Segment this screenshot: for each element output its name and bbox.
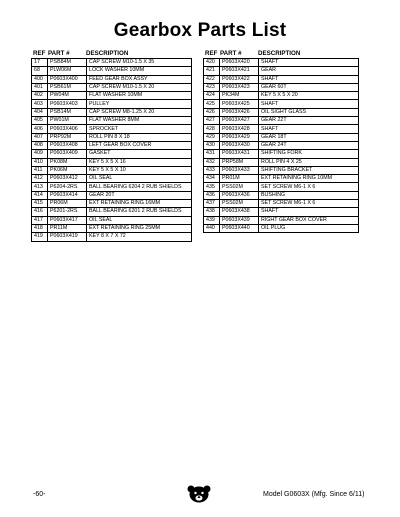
part-number-cell: P0603X420 xyxy=(220,59,259,67)
description-cell: BALL BEARING 6201 2 RUB SHIELDS xyxy=(87,208,192,216)
table-row xyxy=(204,100,359,108)
ref-cell: 423 xyxy=(204,83,220,91)
part-number-cell: P0603X439 xyxy=(220,216,259,224)
description-cell: OIL SEAL xyxy=(87,175,192,183)
ref-cell: 438 xyxy=(204,208,220,216)
part-number-cell: P0603X408 xyxy=(48,141,87,149)
table-row xyxy=(204,75,359,83)
ref-cell: 439 xyxy=(204,216,220,224)
description-cell: EXT RETAINING RING 16MM xyxy=(87,200,192,208)
part-number-cell: P0603X423 xyxy=(220,83,259,91)
table-header xyxy=(31,49,192,58)
description-cell: SHAFT xyxy=(259,125,359,133)
description-cell: EXT RETAINING RING 10MM xyxy=(259,175,359,183)
table-row xyxy=(204,191,359,199)
description-cell: OIL SEAL xyxy=(87,216,192,224)
ref-cell: 68 xyxy=(32,67,48,75)
ref-cell: 426 xyxy=(204,108,220,116)
ref-cell: 418 xyxy=(32,224,48,232)
table-row xyxy=(32,166,192,174)
part-number-cell: PSS02M xyxy=(220,183,259,191)
part-number-cell: P0603X400 xyxy=(48,75,87,83)
description-cell: GEAR 24T xyxy=(259,141,359,149)
description-cell: SHAFT xyxy=(259,75,359,83)
part-number-cell: P0603X406 xyxy=(48,125,87,133)
ref-cell: 414 xyxy=(32,191,48,199)
ref-cell: 17 xyxy=(32,59,48,67)
table-row xyxy=(204,175,359,183)
table-row xyxy=(204,108,359,116)
ref-cell: 425 xyxy=(204,100,220,108)
part-number-cell: PSS02M xyxy=(220,200,259,208)
table-row xyxy=(204,224,359,232)
description-cell: EXT RETAINING RING 25MM xyxy=(87,224,192,232)
ref-cell: 431 xyxy=(204,150,220,158)
table-row xyxy=(204,183,359,191)
description-cell: GEAR 18T xyxy=(259,133,359,141)
part-number-cell: P6204-2RS xyxy=(48,183,87,191)
part-number-cell: P0603X412 xyxy=(48,175,87,183)
part-number-cell: P6201-2RS xyxy=(48,208,87,216)
description-cell: FLAT WASHER 10MM xyxy=(87,92,192,100)
header-ref: REF xyxy=(33,50,46,57)
part-number-cell: P0603X429 xyxy=(220,133,259,141)
ref-cell: 434 xyxy=(204,175,220,183)
description-cell: KEY 5 X 5 X 20 xyxy=(259,92,359,100)
description-cell: CAP SCREW M10-1.5 X 35 xyxy=(87,59,192,67)
table-body-right xyxy=(204,59,359,233)
ref-cell: 437 xyxy=(204,200,220,208)
description-cell: SHAFT xyxy=(259,208,359,216)
description-cell: SHAFT xyxy=(259,100,359,108)
part-number-cell: P0603X409 xyxy=(48,150,87,158)
description-cell: BALL BEARING 6204 2 RUB SHIELDS xyxy=(87,183,192,191)
table-row xyxy=(204,67,359,75)
header-ref: REF xyxy=(205,50,218,57)
part-number-cell: PK08M xyxy=(48,158,87,166)
description-cell: BUSHING xyxy=(259,191,359,199)
part-number-cell: P0603X428 xyxy=(220,125,259,133)
table-row xyxy=(32,92,192,100)
description-cell: SHIFTING FORK xyxy=(259,150,359,158)
description-cell: SET SCREW M6-1 X 6 xyxy=(259,200,359,208)
ref-cell: 422 xyxy=(204,75,220,83)
table-row xyxy=(32,100,192,108)
part-number-cell: P0603X438 xyxy=(220,208,259,216)
description-cell: CAP SCREW M8-1.25 X 20 xyxy=(87,108,192,116)
header-description: DESCRIPTION xyxy=(258,50,301,57)
table-row xyxy=(204,216,359,224)
table-row xyxy=(32,117,192,125)
description-cell: CAP SCREW M10-1.5 X 20 xyxy=(87,83,192,91)
table-row xyxy=(32,150,192,158)
part-number-cell: PW01M xyxy=(48,117,87,125)
description-cell: KEY 8 X 7 X 72 xyxy=(87,233,192,241)
table-row xyxy=(32,141,192,149)
ref-cell: 408 xyxy=(32,141,48,149)
ref-cell: 402 xyxy=(32,92,48,100)
part-number-cell: P0603X425 xyxy=(220,100,259,108)
part-number-cell: P0603X403 xyxy=(48,100,87,108)
table-row xyxy=(32,59,192,67)
part-number-cell: P0603X427 xyxy=(220,117,259,125)
ref-cell: 432 xyxy=(204,158,220,166)
part-number-cell: P0603X431 xyxy=(220,150,259,158)
description-cell: KEY 5 X 5 X 16 xyxy=(87,158,192,166)
ref-cell: 435 xyxy=(204,183,220,191)
table-row xyxy=(204,117,359,125)
header-description: DESCRIPTION xyxy=(86,50,129,57)
description-cell: LOCK WASHER 10MM xyxy=(87,67,192,75)
table-row xyxy=(32,158,192,166)
ref-cell: 406 xyxy=(32,125,48,133)
part-number-cell: P0603X430 xyxy=(220,141,259,149)
table-row xyxy=(32,133,192,141)
table-row xyxy=(32,233,192,241)
page-title: Gearbox Parts List xyxy=(113,20,287,41)
header-part: PART # xyxy=(48,50,70,57)
table-row xyxy=(204,125,359,133)
description-cell: SET SCREW M6-1 X 6 xyxy=(259,183,359,191)
table-row xyxy=(32,175,192,183)
header-part: PART # xyxy=(220,50,242,57)
ref-cell: 400 xyxy=(32,75,48,83)
ref-cell: 420 xyxy=(204,59,220,67)
ref-cell: 436 xyxy=(204,191,220,199)
table-row xyxy=(204,92,359,100)
table-row xyxy=(204,150,359,158)
description-cell: LEFT GEAR BOX COVER xyxy=(87,141,192,149)
description-cell: SHAFT xyxy=(259,59,359,67)
ref-cell: 421 xyxy=(204,67,220,75)
part-number-cell: PRP92M xyxy=(48,133,87,141)
ref-cell: 430 xyxy=(204,141,220,149)
part-number-cell: PW04M xyxy=(48,92,87,100)
part-number-cell: P0603X414 xyxy=(48,191,87,199)
table-row xyxy=(32,83,192,91)
table-header xyxy=(203,49,359,58)
model-info: Model G0603X (Mfg. Since 6/11) xyxy=(263,491,365,498)
ref-cell: 412 xyxy=(32,175,48,183)
ref-cell: 401 xyxy=(32,83,48,91)
table-row xyxy=(32,75,192,83)
part-number-cell: P0603X433 xyxy=(220,166,259,174)
description-cell: GEAR xyxy=(259,67,359,75)
description-cell: OIL SIGHT GLASS xyxy=(259,108,359,116)
description-cell: FLAT WASHER 8MM xyxy=(87,117,192,125)
table-row xyxy=(32,216,192,224)
parts-table-left xyxy=(31,49,192,242)
part-number-cell: PSB61M xyxy=(48,83,87,91)
part-number-cell: PR11M xyxy=(48,224,87,232)
ref-cell: 405 xyxy=(32,117,48,125)
part-number-cell: P0603X419 xyxy=(48,233,87,241)
ref-cell: 416 xyxy=(32,208,48,216)
part-number-cell: P0603X421 xyxy=(220,67,259,75)
part-number-cell: PK34M xyxy=(220,92,259,100)
ref-cell: 413 xyxy=(32,183,48,191)
table-row xyxy=(204,141,359,149)
ref-cell: 410 xyxy=(32,158,48,166)
table-body-left xyxy=(32,59,192,242)
description-cell: GEAR 22T xyxy=(259,117,359,125)
ref-cell: 407 xyxy=(32,133,48,141)
ref-cell: 417 xyxy=(32,216,48,224)
ref-cell: 411 xyxy=(32,166,48,174)
part-number-cell: P0603X440 xyxy=(220,224,259,232)
page-number: -60- xyxy=(33,491,46,498)
description-cell: GEAR 20T xyxy=(87,191,192,199)
table-row xyxy=(32,224,192,232)
description-cell: KEY 5 X 5 X 10 xyxy=(87,166,192,174)
table-row xyxy=(204,200,359,208)
description-cell: OIL PLUG xyxy=(259,224,359,232)
description-cell: ROLL PIN 8 X 18 xyxy=(87,133,192,141)
ref-cell: 433 xyxy=(204,166,220,174)
description-cell: ROLL PIN 4 X 25 xyxy=(259,158,359,166)
description-cell: SPROCKET xyxy=(87,125,192,133)
table-row xyxy=(204,158,359,166)
ref-cell: 409 xyxy=(32,150,48,158)
table-row xyxy=(32,208,192,216)
ref-cell: 429 xyxy=(204,133,220,141)
table-row xyxy=(32,191,192,199)
ref-cell: 403 xyxy=(32,100,48,108)
table-row xyxy=(32,67,192,75)
ref-cell: 428 xyxy=(204,125,220,133)
description-cell: GEAR 60T xyxy=(259,83,359,91)
table-row xyxy=(204,166,359,174)
table-row xyxy=(204,59,359,67)
part-number-cell: PSB84M xyxy=(48,59,87,67)
part-number-cell: PK06M xyxy=(48,166,87,174)
part-number-cell: PR01M xyxy=(220,175,259,183)
part-number-cell: PLW06M xyxy=(48,67,87,75)
description-cell: RIGHT GEAR BOX COVER xyxy=(259,216,359,224)
table-row xyxy=(204,83,359,91)
description-cell: FEED GEAR BOX ASSY xyxy=(87,75,192,83)
part-number-cell: P0603X426 xyxy=(220,108,259,116)
ref-cell: 419 xyxy=(32,233,48,241)
grizzly-bear-icon xyxy=(186,485,212,503)
table-row xyxy=(32,125,192,133)
part-number-cell: P0603X417 xyxy=(48,216,87,224)
description-cell: GASKET xyxy=(87,150,192,158)
ref-cell: 424 xyxy=(204,92,220,100)
description-cell: PULLEY xyxy=(87,100,192,108)
ref-cell: 440 xyxy=(204,224,220,232)
description-cell: SHIFTING BRACKET xyxy=(259,166,359,174)
table-row xyxy=(204,208,359,216)
parts-table-right xyxy=(203,49,359,233)
table-row xyxy=(32,183,192,191)
part-number-cell: PRP58M xyxy=(220,158,259,166)
part-number-cell: PSB14M xyxy=(48,108,87,116)
ref-cell: 415 xyxy=(32,200,48,208)
ref-cell: 404 xyxy=(32,108,48,116)
table-row xyxy=(204,133,359,141)
part-number-cell: PR06M xyxy=(48,200,87,208)
table-row xyxy=(32,200,192,208)
part-number-cell: P0603X422 xyxy=(220,75,259,83)
table-row xyxy=(32,108,192,116)
part-number-cell: P0603X436 xyxy=(220,191,259,199)
ref-cell: 427 xyxy=(204,117,220,125)
